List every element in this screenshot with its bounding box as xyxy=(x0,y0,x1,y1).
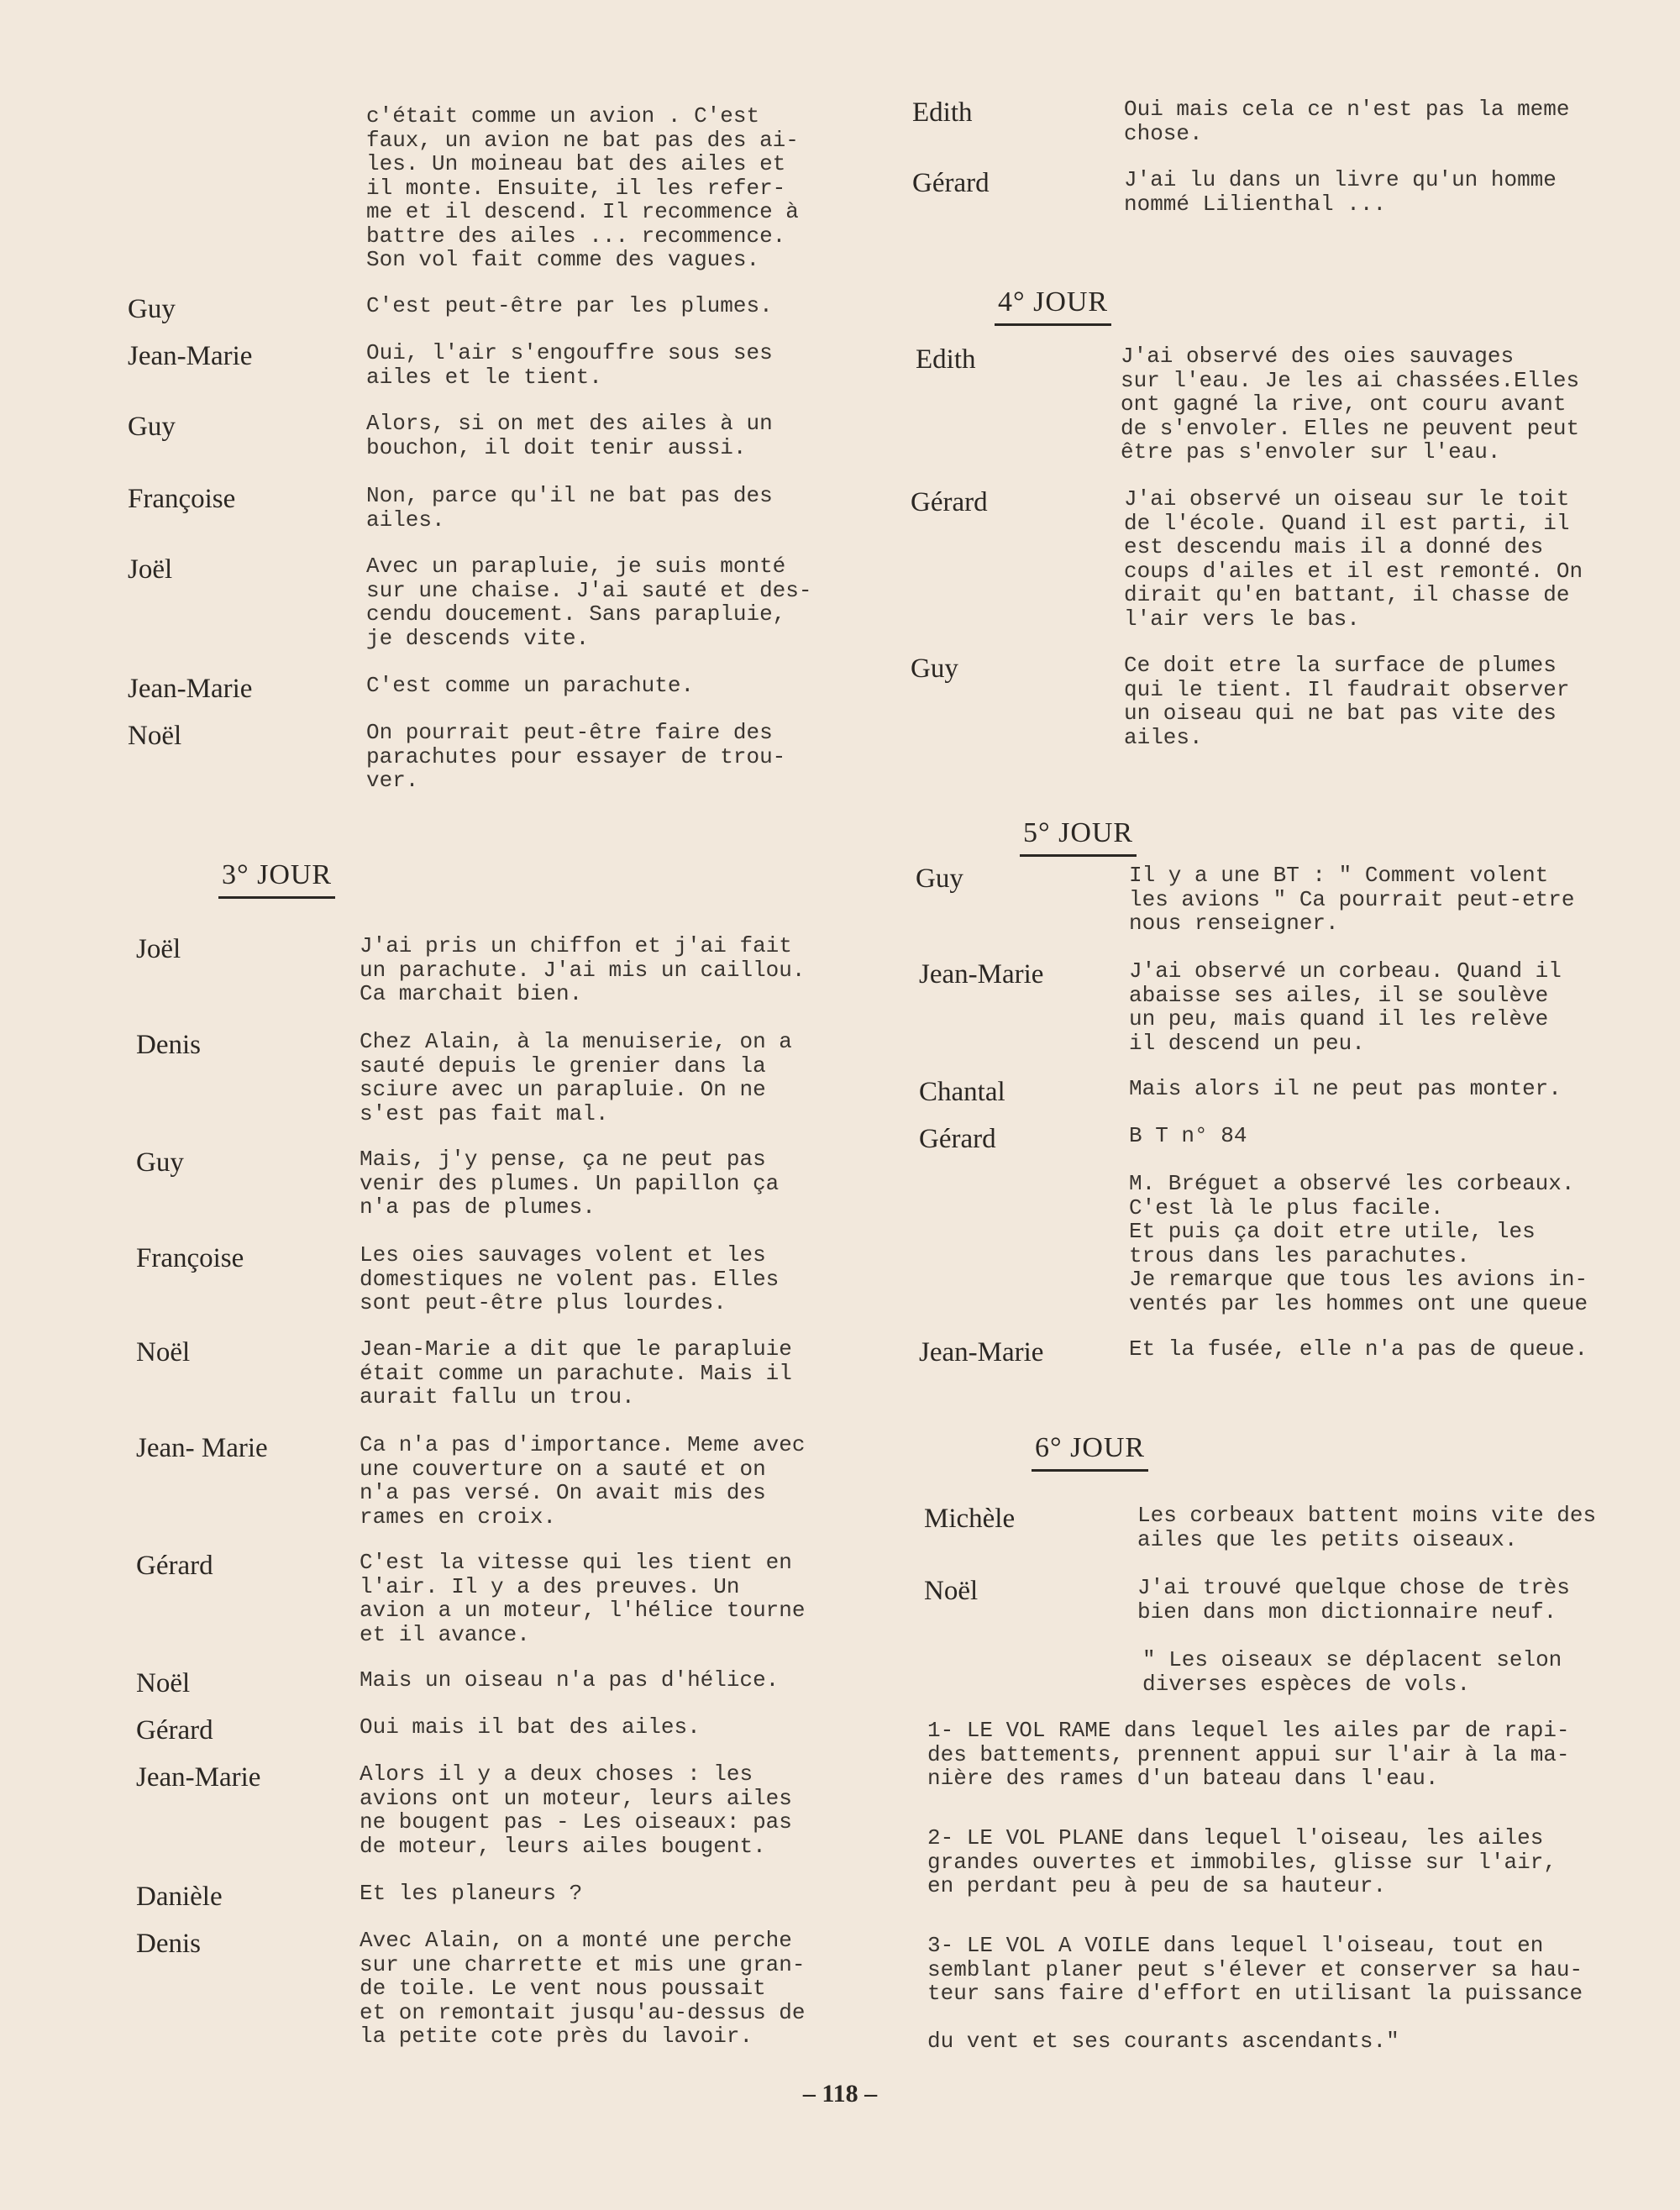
dialogue-text: J'ai trouvé quelque chose de très bien dans mon dictionnaire neuf. xyxy=(1137,1575,1570,1625)
heading-underline xyxy=(1020,854,1137,857)
heading-text: 3° JOUR xyxy=(222,859,333,890)
dialogue-text: Ca n'a pas d'importance. Meme avec une couverture on a sauté et on n'a pas versé. On avait mis des rames en croix. xyxy=(360,1432,806,1530)
dialogue-text: Mais un oiseau n'a pas d'hélice. xyxy=(360,1667,780,1693)
speaker-name: Noël xyxy=(128,721,182,751)
speaker-name: Guy xyxy=(916,864,963,894)
speaker-name: Danièle xyxy=(136,1882,223,1912)
speaker-name: Michèle xyxy=(924,1504,1016,1534)
dialogue-text: On pourrait peut-être faire des parachutes pour essayer de trou- ver. xyxy=(366,720,786,793)
speaker-name: Noël xyxy=(136,1668,191,1698)
section-heading-day-4 xyxy=(998,286,1108,319)
page-number: – 118 – xyxy=(802,2080,878,2108)
section-heading-day-5 xyxy=(1023,816,1133,850)
speaker-name: Joël xyxy=(128,554,173,585)
speaker-name: Jean- Marie xyxy=(136,1433,268,1463)
speaker-name: Gérard xyxy=(911,487,988,517)
dialogue-text: C'est la vitesse qui les tient en l'air. Il y a des preuves. Un avion a un moteur, l'hélice tourne et il avance. xyxy=(360,1550,806,1647)
speaker-name: Jean-Marie xyxy=(136,1762,261,1793)
speaker-name: Jean-Marie xyxy=(919,959,1044,990)
flight-type-item: 3- LE VOL A VOILE dans lequel l'oiseau, tout en semblant planer peut s'élever et conserver sa hau- teur sans faire d'effort en utilisant la puissance du vent et ses courants ascendants." xyxy=(927,1933,1583,2054)
quote-intro: " Les oiseaux se déplacent selon diverses espèces de vols. xyxy=(1142,1647,1562,1697)
dialogue-text: J'ai pris un chiffon et j'ai fait un parachute. J'ai mis un caillou. Ca marchait bien. xyxy=(360,933,806,1006)
speaker-name: Françoise xyxy=(128,484,236,514)
speaker-name: Noël xyxy=(136,1337,191,1367)
section-heading-day-3 xyxy=(222,858,332,892)
speaker-name: Edith xyxy=(916,344,976,375)
heading-underline xyxy=(995,323,1111,326)
heading-text: 4° JOUR xyxy=(998,286,1109,318)
speaker-name: Gérard xyxy=(136,1551,213,1581)
dialogue-text: Et les planeurs ? xyxy=(360,1881,583,1906)
speaker-name: Jean-Marie xyxy=(128,341,253,371)
speaker-name: Jean-Marie xyxy=(919,1337,1044,1367)
flight-type-item: 1- LE VOL RAME dans lequel les ailes par de rapi- des battements, prennent appui sur l'air à la ma- nière des rames d'un bateau dans l'eau. xyxy=(927,1718,1570,1791)
heading-text: 6° JOUR xyxy=(1035,1432,1146,1463)
dialogue-text: Alors il y a deux choses : les avions ont un moteur, leurs ailes ne bougent pas - Les oiseaux: pas de moteur, leurs ailes bougent. xyxy=(360,1761,792,1859)
speaker-name: Guy xyxy=(128,294,176,324)
dialogue-text: Non, parce qu'il ne bat pas des ailes. xyxy=(366,483,773,533)
speaker-name: Gérard xyxy=(919,1124,996,1154)
dialogue-text: Alors, si on met des ailes à un bouchon, il doit tenir aussi. xyxy=(366,411,773,460)
speaker-name: Chantal xyxy=(919,1077,1005,1107)
speaker-name: Guy xyxy=(136,1147,184,1178)
dialogue-text: Les oies sauvages volent et les domestiques ne volent pas. Elles sont peut-être plus lourdes. xyxy=(360,1242,780,1315)
dialogue-text: Et la fusée, elle n'a pas de queue. xyxy=(1129,1336,1588,1362)
intro-text: c'était comme un avion . C'est faux, un avion ne bat pas des ai- les. Un moineau bat des ailes et il monte. Ensuite, il les refer- me et il descend. Il recommence à battre des ailes ... recommence. Son vol fait comme des vagues. xyxy=(366,103,799,272)
section-heading-day-6 xyxy=(1035,1431,1145,1465)
dialogue-text: C'est peut-être par les plumes. xyxy=(366,293,773,318)
speaker-name: Françoise xyxy=(136,1243,244,1273)
dialogue-text: Les corbeaux battent moins vite des ailes que les petits oiseaux. xyxy=(1137,1503,1597,1552)
speaker-name: Jean-Marie xyxy=(128,674,253,704)
speaker-name: Gérard xyxy=(912,168,990,198)
dialogue-text: J'ai lu dans un livre qu'un homme nommé Lilienthal ... xyxy=(1124,167,1557,217)
heading-underline xyxy=(1032,1469,1148,1472)
dialogue-text: Avec un parapluie, je suis monté sur une chaise. J'ai sauté et des- cendu doucement. Sans parapluie, je descends vite. xyxy=(366,554,812,651)
dialogue-text: J'ai observé des oies sauvages sur l'eau. Je les ai chassées.Elles ont gagné la rive, ont couru avant de s'envoler. Elles ne peuvent peut être pas s'envoler sur l'eau. xyxy=(1121,344,1580,465)
dialogue-text: Ce doit etre la surface de plumes qui le tient. Il faudrait observer un oiseau qui ne bat pas vite des ailes. xyxy=(1124,653,1570,750)
speaker-name: Gérard xyxy=(136,1715,213,1745)
speaker-name: Edith xyxy=(912,97,973,128)
heading-underline xyxy=(218,896,335,899)
dialogue-text: Oui, l'air s'engouffre sous ses ailes et le tient. xyxy=(366,340,773,390)
dialogue-text: C'est comme un parachute. xyxy=(366,673,695,698)
heading-text: 5° JOUR xyxy=(1023,817,1134,848)
dialogue-text: Oui mais il bat des ailes. xyxy=(360,1714,701,1740)
dialogue-text: J'ai observé un corbeau. Quand il abaisse ses ailes, il se soulève un peu, mais quand il les relève il descend un peu. xyxy=(1129,958,1562,1056)
speaker-name: Joël xyxy=(136,934,181,964)
speaker-name: Guy xyxy=(128,412,176,442)
speaker-name: Denis xyxy=(136,1929,201,1959)
dialogue-text: Chez Alain, à la menuiserie, on a sauté depuis le grenier dans la sciure avec un parapluie. On ne s'est pas fait mal. xyxy=(360,1029,792,1126)
speaker-name: Denis xyxy=(136,1030,201,1060)
dialogue-text: B T n° 84 M. Bréguet a observé les corbeaux. C'est là le plus facile. Et puis ça doit etre utile, les trous dans les parachutes. Je remarque que tous les avions in- ventés par les hommes ont une queue xyxy=(1129,1123,1588,1316)
dialogue-text: Mais, j'y pense, ça ne peut pas venir des plumes. Un papillon ça n'a pas de plumes. xyxy=(360,1147,780,1220)
dialogue-text: Il y a une BT : " Comment volent les avions " Ca pourrait peut-etre nous renseigner. xyxy=(1129,863,1575,936)
dialogue-text: Avec Alain, on a monté une perche sur une charrette et mis une gran- de toile. Le vent nous poussait et on remontait jusqu'au-dessus de la petite cote près du lavoir. xyxy=(360,1928,806,2049)
dialogue-text: Oui mais cela ce n'est pas la meme chose. xyxy=(1124,97,1570,146)
dialogue-text: Jean-Marie a dit que le parapluie était comme un parachute. Mais il aurait fallu un trou. xyxy=(360,1336,792,1409)
dialogue-text: Mais alors il ne peut pas monter. xyxy=(1129,1076,1562,1101)
speaker-name: Noël xyxy=(924,1576,979,1606)
speaker-name: Guy xyxy=(911,654,958,684)
dialogue-text: J'ai observé un oiseau sur le toit de l'école. Quand il est parti, il est descendu mais il a donné des coups d'ailes et il est remonté. On dirait qu'en battant, il chasse de l'air vers le bas. xyxy=(1124,486,1583,632)
flight-type-item: 2- LE VOL PLANE dans lequel l'oiseau, les ailes grandes ouvertes et immobiles, glisse sur l'air, en perdant peu à peu de sa hauteur. xyxy=(927,1825,1557,1898)
